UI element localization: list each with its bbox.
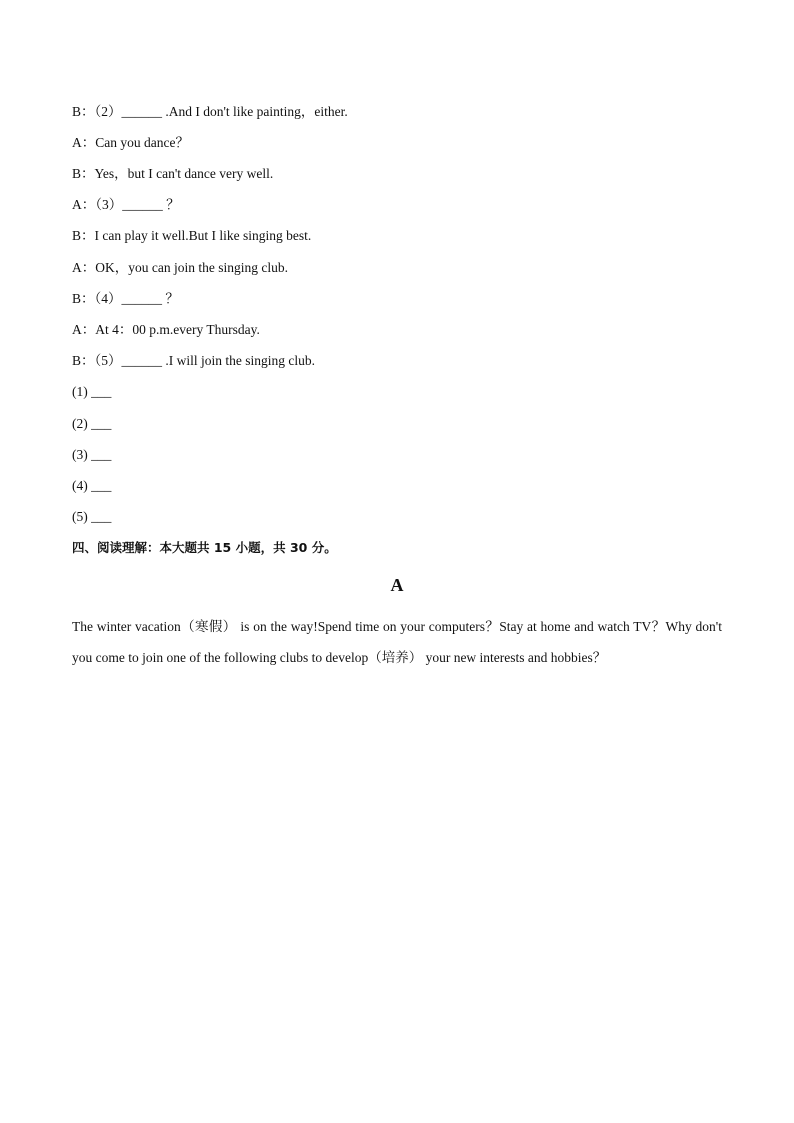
passage-title: A bbox=[390, 575, 404, 595]
dialogue-line: B：Yes，but I can't dance very well. bbox=[72, 166, 274, 181]
answer-line: (4) ___ bbox=[72, 478, 112, 493]
dialogue-line: A：At 4：00 p.m.every Thursday. bbox=[72, 322, 260, 337]
answer-line: (1) ___ bbox=[72, 384, 112, 399]
section-heading: 四、阅读理解：本大题共 15 小题，共 30 分。 bbox=[72, 540, 337, 555]
dialogue-line: B：（2）______ .And I don't like painting，either. bbox=[72, 104, 348, 119]
dialogue-line: A：Can you dance？ bbox=[72, 135, 189, 150]
answer-line: (2) ___ bbox=[72, 416, 112, 431]
dialogue-line: B：（4）______ ？ bbox=[72, 291, 179, 306]
answer-line: (5) ___ bbox=[72, 509, 112, 524]
dialogue-line: B：I can play it well.But I like singing best. bbox=[72, 228, 312, 243]
passage-paragraph: The winter vacation（寒假） is on the way!Spend time on your computers？Stay at home and watch TV？Why don't you come to join one of the following clubs to develop（培养） your new interests and hobbies？ bbox=[72, 619, 722, 665]
dialogue-line: A：OK，you can join the singing club. bbox=[72, 260, 288, 275]
dialogue-line: B：（5）______ .I will join the singing club. bbox=[72, 353, 315, 368]
dialogue-line: A：（3）______ ？ bbox=[72, 197, 180, 212]
answer-line: (3) ___ bbox=[72, 447, 112, 462]
